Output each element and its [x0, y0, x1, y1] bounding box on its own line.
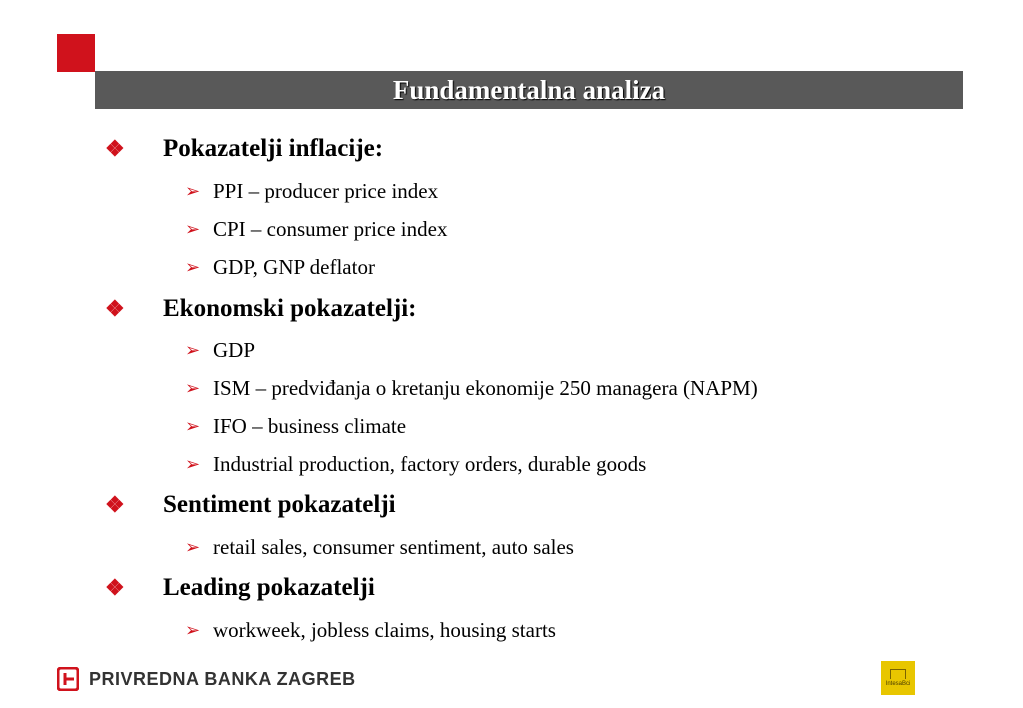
- arrowhead-icon: ➢: [185, 537, 201, 557]
- arrowhead-icon: ➢: [185, 340, 201, 360]
- arrowhead-icon: ➢: [185, 257, 201, 277]
- bank-name: PRIVREDNA BANKA ZAGREB: [89, 668, 356, 689]
- section-label: Ekonomski pokazatelji:: [163, 295, 417, 322]
- arrowhead-icon: ➢: [185, 219, 201, 239]
- arrowhead-icon: ➢: [185, 181, 201, 201]
- list-item-text: CPI – consumer price index: [213, 217, 448, 241]
- section-label: Pokazatelji inflacije:: [163, 135, 384, 162]
- red-accent-square: [57, 34, 95, 72]
- list-item-text: IFO – business climate: [213, 414, 407, 438]
- diamond-flower-icon: ❖: [105, 575, 125, 600]
- list-item: [185, 376, 758, 401]
- list-item: [185, 618, 556, 643]
- diamond-flower-icon: ❖: [105, 296, 125, 321]
- section-heading: [105, 491, 396, 519]
- slide-title: Fundamentalna analiza: [392, 74, 666, 105]
- partner-logo-text: IntesaBci: [885, 681, 911, 687]
- list-item: [185, 217, 447, 242]
- list-item-text: GDP, GNP deflator: [213, 255, 375, 279]
- list-item: [185, 452, 646, 477]
- list-item: [185, 338, 255, 363]
- pbz-logo-icon: [57, 667, 79, 691]
- list-item-text: workweek, jobless claims, housing starts: [213, 618, 556, 642]
- list-item-text: PPI – producer price index: [213, 179, 439, 203]
- section-heading: [105, 135, 383, 163]
- list-item: [185, 179, 438, 204]
- section-heading: [105, 574, 375, 602]
- section-heading: [105, 295, 417, 323]
- list-item: [185, 255, 375, 280]
- list-item: [185, 414, 406, 439]
- diamond-flower-icon: ❖: [105, 492, 125, 517]
- list-item: [185, 535, 574, 560]
- section-label: Sentiment pokazatelji: [163, 491, 396, 518]
- arrowhead-icon: ➢: [185, 620, 201, 640]
- arrowhead-icon: ➢: [185, 416, 201, 436]
- list-item-text: ISM – predviđanja o kretanju ekonomije 250 managera (NAPM): [213, 376, 758, 400]
- arrowhead-icon: ➢: [185, 378, 201, 398]
- list-item-text: GDP: [213, 338, 256, 362]
- list-item-text: retail sales, consumer sentiment, auto sales: [213, 535, 574, 559]
- intesa-mark-icon: [890, 669, 906, 679]
- section-label: Leading pokazatelji: [163, 574, 375, 601]
- arrowhead-icon: ➢: [185, 454, 201, 474]
- list-item-text: Industrial production, factory orders, durable goods: [213, 452, 647, 476]
- partner-logo: [881, 661, 915, 695]
- diamond-flower-icon: ❖: [105, 136, 125, 161]
- title-bar: [95, 71, 963, 109]
- bank-logo: [57, 667, 356, 691]
